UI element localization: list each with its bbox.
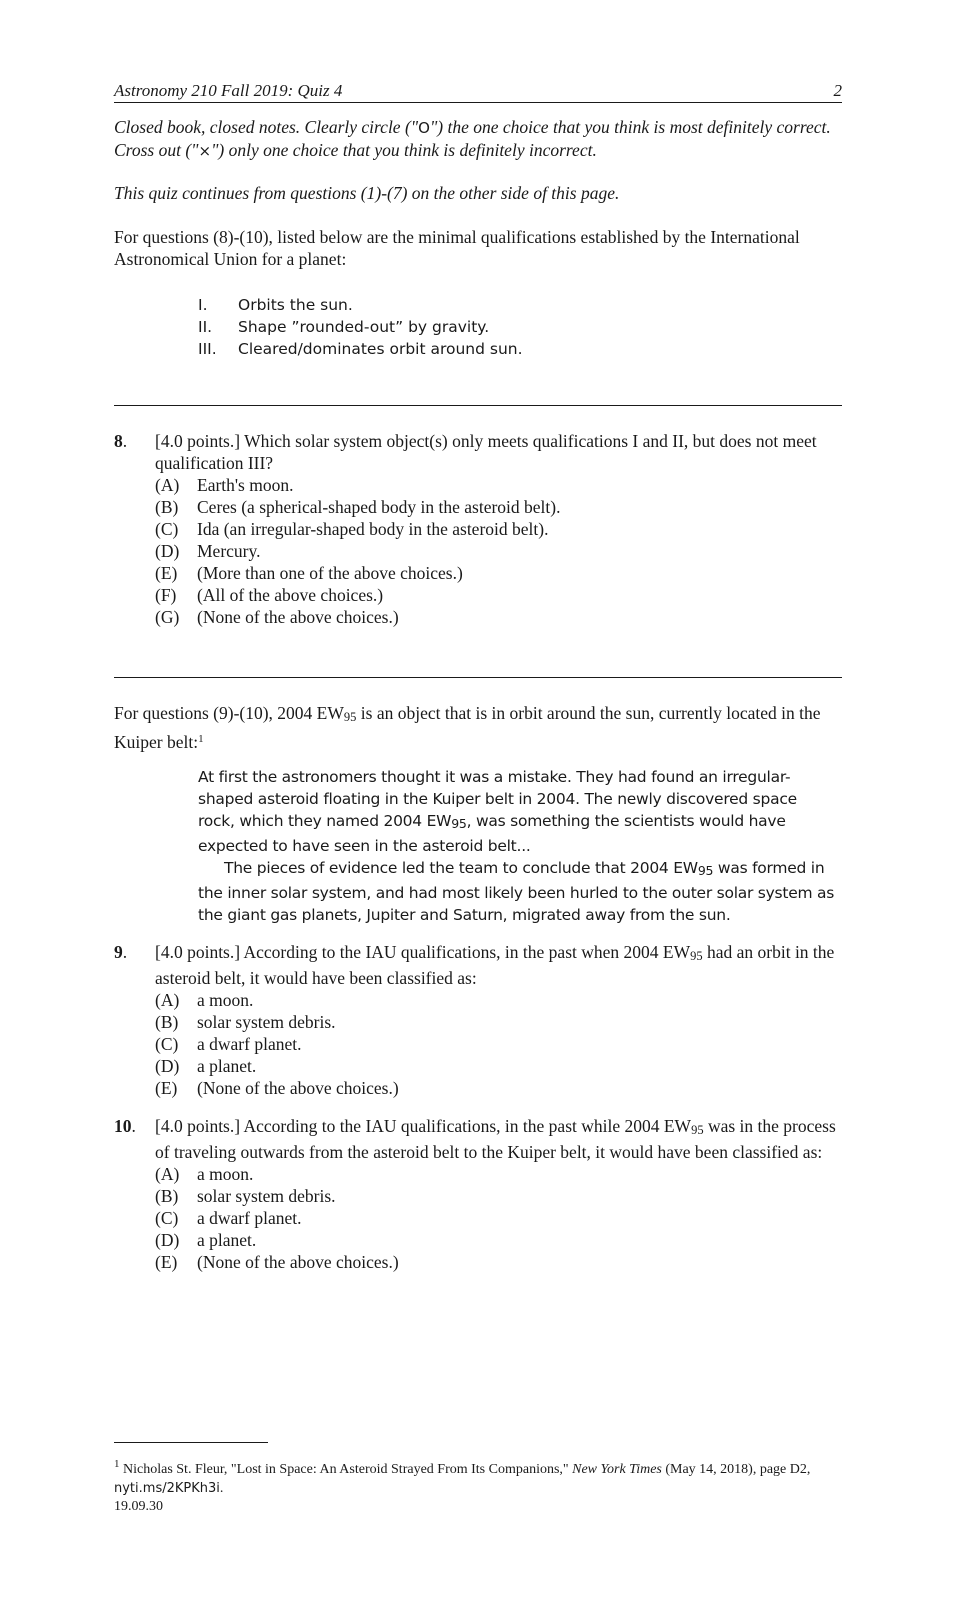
question-number-value: 10	[114, 1116, 132, 1136]
option-letter: (C)	[155, 1034, 179, 1054]
quote-text: The pieces of evidence led the team to conclude that 2004 EW	[224, 859, 698, 877]
option-text: solar system debris.	[197, 1012, 336, 1032]
option-text: Ceres (a spherical-shaped body in the asteroid belt).	[197, 497, 561, 517]
page-header	[114, 80, 842, 103]
answer-option-e[interactable]	[155, 1077, 843, 1099]
stem-text-cont: had an orbit in the asteroid belt, it would have been classified as:	[155, 942, 835, 988]
option-letter: (B)	[155, 1012, 179, 1032]
qualification-text: Cleared/dominates orbit around sun.	[238, 340, 523, 358]
stem-text: [4.0 points.] According to the IAU qualifications, in the past when 2004 EW	[155, 942, 691, 962]
intro-text: For questions (9)-(10), 2004 EW	[114, 703, 344, 723]
instructions-text-1: Closed book, closed notes. Clearly circle ("	[114, 117, 419, 137]
qualification-text: Orbits the sun.	[238, 296, 353, 314]
question-stem: [4.0 points.] Which solar system object(s) only meets qualifications I and II, but does not meet qualification III?	[155, 431, 817, 473]
quote-text: At first the astronomers thought it was a mistake. They had found an irregular-shaped asteroid floating in the Kuiper belt in 2004. The newly discovered space rock, which they named 2004 EW	[198, 768, 797, 830]
date-code: 19.09.30	[114, 1499, 163, 1514]
qualification-number: III.	[198, 340, 217, 358]
footnote-reference[interactable]: 1	[198, 733, 204, 745]
option-letter: (C)	[155, 519, 179, 539]
answer-option-c[interactable]	[155, 1207, 843, 1229]
question-body	[155, 1115, 843, 1273]
designation-subscript: 95	[691, 1123, 704, 1137]
instructions-text-3: ") only one choice that you think is definitely incorrect.	[211, 140, 597, 160]
option-text: (None of the above choices.)	[197, 607, 399, 627]
section-divider	[114, 405, 842, 406]
question-number-dot: .	[122, 431, 128, 451]
option-letter: (B)	[155, 1186, 179, 1206]
answer-option-e[interactable]	[155, 562, 843, 584]
option-text: a moon.	[197, 1164, 254, 1184]
option-text: a planet.	[197, 1230, 257, 1250]
option-text: Ida (an irregular-shaped body in the asteroid belt).	[197, 519, 549, 539]
footnote-link[interactable]: nyti.ms/2KPKh3i	[114, 1481, 220, 1496]
qualification-text: Shape ”rounded-out” by gravity.	[238, 318, 490, 336]
section-divider	[114, 677, 842, 678]
question-body	[155, 941, 843, 1099]
answer-option-d[interactable]	[155, 1229, 843, 1251]
answer-option-b[interactable]	[155, 1185, 843, 1207]
question-number-value: 9	[114, 942, 123, 962]
option-text: a dwarf planet.	[197, 1208, 302, 1228]
option-text: (All of the above choices.)	[197, 585, 384, 605]
news-quote	[198, 766, 838, 926]
stem-text-cont: was in the process of traveling outwards from the asteroid belt to the Kuiper belt, it would have been classified as:	[155, 1116, 836, 1162]
footnote-divider	[114, 1442, 268, 1443]
answer-option-c[interactable]	[155, 518, 843, 540]
quote-text-cont: was formed in the inner solar system, and had most likely been hurled to the outer solar system as the giant gas planets, Jupiter and Saturn, migrated away from the sun.	[198, 859, 835, 924]
answer-option-d[interactable]	[155, 1055, 843, 1077]
answer-option-f[interactable]	[155, 584, 843, 606]
option-text: solar system debris.	[197, 1186, 336, 1206]
quote-paragraph-2	[198, 857, 838, 926]
question-number-dot: .	[122, 942, 128, 962]
answer-option-a[interactable]	[155, 474, 843, 496]
option-letter: (A)	[155, 1164, 180, 1184]
instructions-text-2: ") the one choice that you think is most definitely correct. Cross out ("	[114, 117, 831, 160]
course-title: Astronomy 210 Fall 2019: Quiz 4	[114, 81, 343, 100]
quiz-instructions	[114, 116, 844, 162]
option-letter: (D)	[155, 1230, 180, 1250]
option-letter: (D)	[155, 1056, 180, 1076]
designation-subscript: 95	[343, 710, 357, 724]
question-number-dot: .	[131, 1116, 136, 1136]
designation-subscript: 95	[690, 949, 703, 963]
answer-option-a[interactable]	[155, 989, 843, 1011]
intro-questions-8-10: For questions (8)-(10), listed below are the minimal qualifications established by the International Astronomical Union for a planet:	[114, 227, 800, 269]
option-letter: (C)	[155, 1208, 179, 1228]
answer-option-a[interactable]	[155, 1163, 843, 1185]
option-letter: (F)	[155, 585, 177, 605]
option-letter: (E)	[155, 1078, 178, 1098]
footnote-end: .	[219, 1481, 224, 1496]
stem-text: [4.0 points.] According to the IAU qualifications, in the past while 2004 EW	[155, 1116, 692, 1136]
answer-option-c[interactable]	[155, 1033, 843, 1055]
question-9	[114, 941, 844, 1101]
footnote-publication: New York Times	[572, 1462, 662, 1477]
continuation-note: This quiz continues from questions (1)-(7) on the other side of this page.	[114, 183, 620, 203]
option-text: (None of the above choices.)	[197, 1252, 399, 1272]
footnote-citation-cont: (May 14, 2018), page D2,	[661, 1462, 811, 1477]
answer-option-g[interactable]	[155, 606, 843, 628]
intro-text-cont: is an object that is in orbit around the sun, currently located in the Kuiper belt:	[114, 703, 821, 752]
answer-option-b[interactable]	[155, 1011, 843, 1033]
designation-subscript: 95	[451, 816, 467, 831]
footnote-citation: Nicholas St. Fleur, "Lost in Space: An Asteroid Strayed From Its Companions,"	[119, 1462, 573, 1477]
question-body	[155, 430, 843, 628]
qualification-number: II.	[198, 318, 213, 336]
question-10	[114, 1115, 844, 1295]
footnote	[114, 1455, 844, 1498]
option-letter: (A)	[155, 475, 180, 495]
option-text: (None of the above choices.)	[197, 1078, 399, 1098]
question-number-value: 8	[114, 431, 123, 451]
question-8	[114, 430, 844, 630]
quote-paragraph-1	[198, 766, 838, 857]
question-number	[114, 1115, 136, 1137]
answer-option-e[interactable]	[155, 1251, 843, 1273]
intro-questions-9-10	[114, 702, 844, 753]
option-letter: (G)	[155, 607, 180, 627]
option-text: a dwarf planet.	[197, 1034, 302, 1054]
option-text: a moon.	[197, 990, 254, 1010]
page-number: 2	[833, 81, 842, 100]
option-letter: (D)	[155, 541, 180, 561]
qualification-number: I.	[198, 296, 208, 314]
question-stem	[155, 1115, 843, 1163]
option-text: Mercury.	[197, 541, 261, 561]
quote-text-cont: , was something the scientists would have expected to have seen in the asteroid belt...	[198, 812, 786, 855]
designation-subscript: 95	[697, 863, 714, 878]
option-letter: (E)	[155, 1252, 178, 1272]
answer-option-d[interactable]	[155, 540, 843, 562]
question-stem	[155, 941, 843, 989]
question-number	[114, 430, 127, 452]
footnote-mark: 1	[114, 1458, 120, 1470]
option-letter: (E)	[155, 563, 178, 583]
option-letter: (B)	[155, 497, 179, 517]
option-text: Earth's moon.	[197, 475, 294, 495]
cross-symbol: ×	[198, 142, 212, 160]
option-text: a planet.	[197, 1056, 257, 1076]
option-letter: (A)	[155, 990, 180, 1010]
answer-option-b[interactable]	[155, 496, 843, 518]
option-text: (More than one of the above choices.)	[197, 563, 463, 583]
question-number	[114, 941, 127, 963]
circle-symbol: O	[418, 119, 430, 137]
